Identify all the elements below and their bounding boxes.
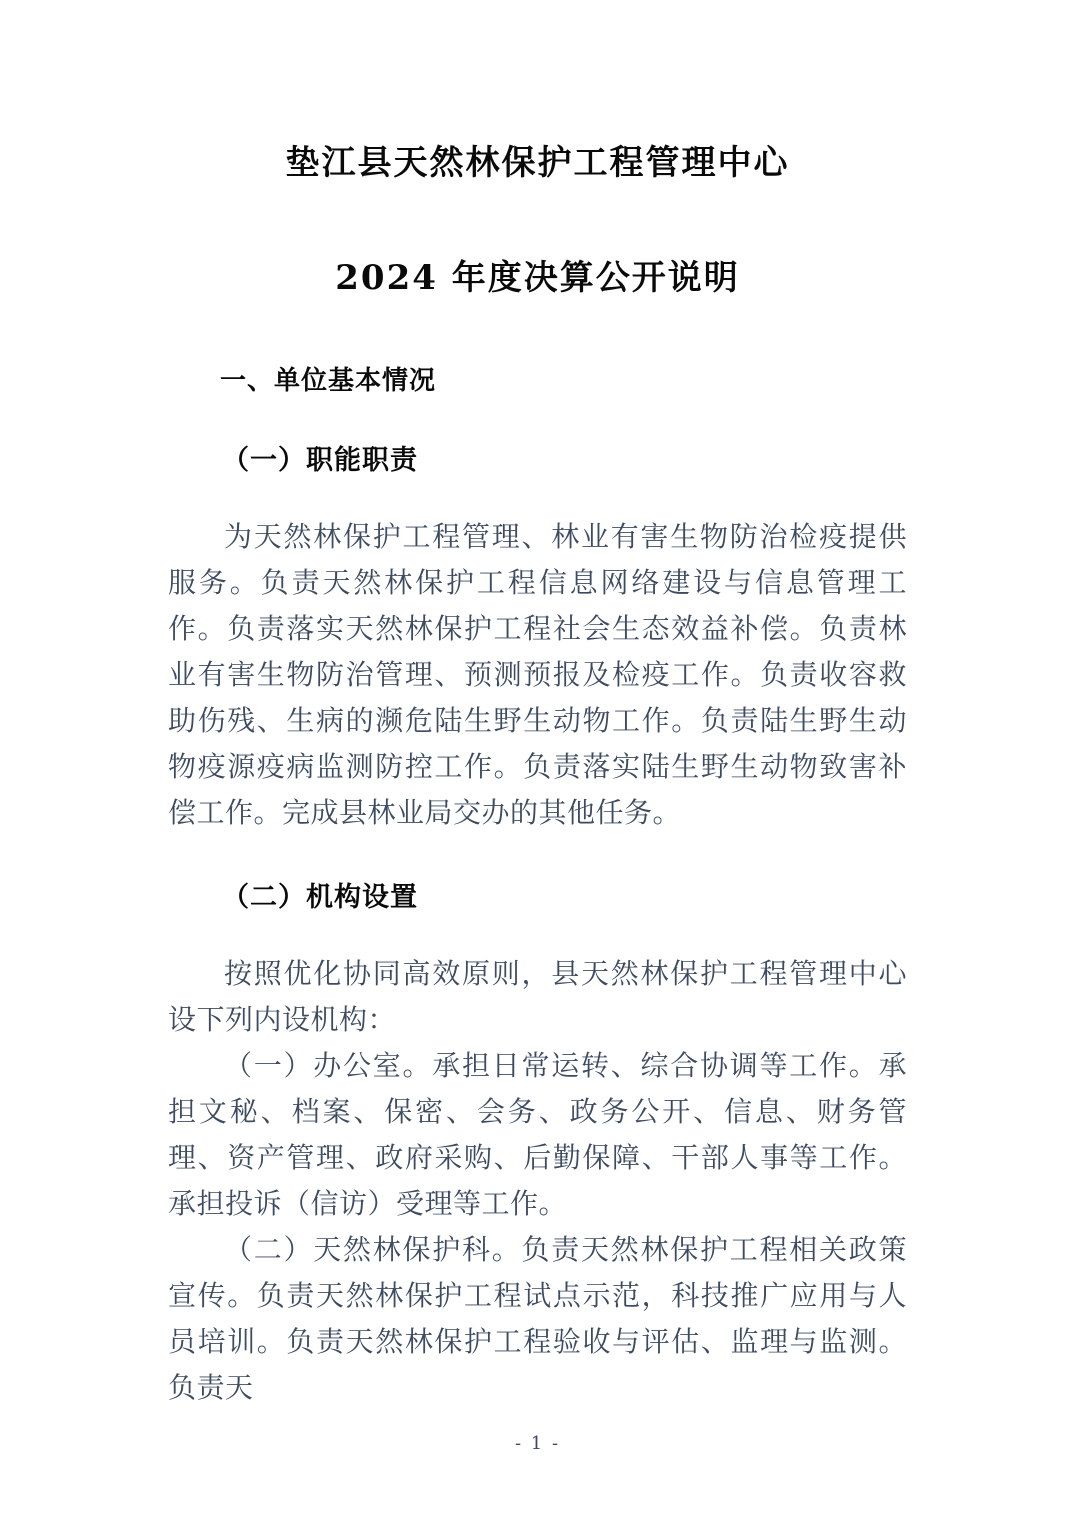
section-heading-basic-info: 一、单位基本情况 — [220, 366, 437, 396]
page-number: - 1 - — [514, 1433, 561, 1454]
paragraph-office: （一）办公室。承担日常运转、综合协调等工作。承担文秘、档案、保密、会务、政务公开、信息、财务管理、资产管理、政府采购、后勤保障、干部人事等工作。承担投诉（信访）受理等工作。 — [168, 1048, 907, 1220]
paragraph-forest-protection-dept: （二）天然林保护科。负责天然林保护工程相关政策宣传。负责天然林保护工程试点示范，科技推广应用与人员培训。负责天然林保护工程验收与评估、监理与监测。负责天 — [168, 1232, 907, 1404]
sub-heading-structure: （二）机构设置 — [222, 881, 418, 913]
sub-heading-duties: （一）职能职责 — [222, 444, 418, 476]
document-title-line1: 垫江县天然林保护工程管理中心 — [285, 143, 790, 183]
document-title-line2: 2024 年度决算公开说明 — [335, 257, 740, 298]
paragraph-structure-intro: 按照优化协同高效原则，县天然林保护工程管理中心设下列内设机构： — [168, 956, 907, 1036]
paragraph-duties: 为天然林保护工程管理、林业有害生物防治检疫提供服务。负责天然林保护工程信息网络建设与信息管理工作。负责落实天然林保护工程社会生态效益补偿。负责林业有害生物防治管理、预测预报及检疫工作。负责收容救助伤残、生病的濒危陆生野生动物工作。负责陆生野生动物疫源疫病监测防控工作。负责落实陆生野生动物致害补偿工作。完成县林业局交办的其他任务。 — [168, 519, 907, 829]
